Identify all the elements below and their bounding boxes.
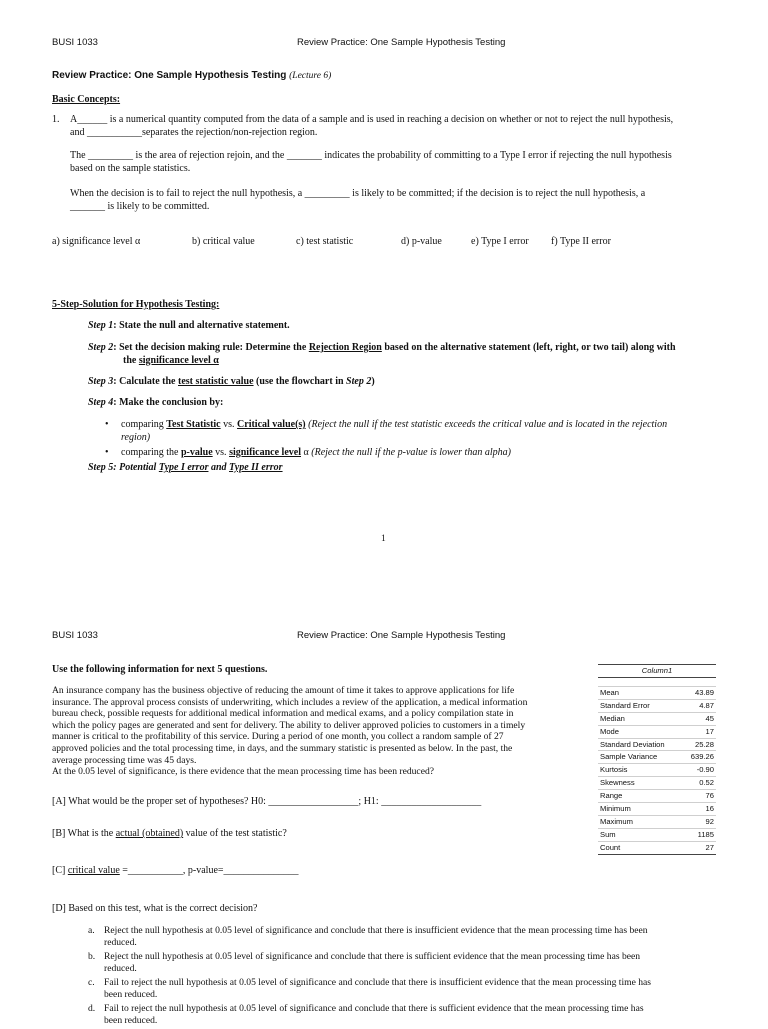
- running-header-title: Review Practice: One Sample Hypothesis Testing: [297, 37, 506, 48]
- step-4: Step 4: Make the conclusion by:: [88, 397, 224, 408]
- option-e: e) Type I error: [471, 236, 529, 247]
- question-d: [D] Based on this test, what is the correct decision?: [52, 903, 258, 914]
- question-b: [B] What is the actual (obtained) value of the test statistic?: [52, 828, 287, 839]
- question-a: [A] What would be the proper set of hypotheses? H0: __________________; H1: ____________________: [52, 796, 482, 807]
- table-row: Count 27: [598, 841, 716, 854]
- question-1-paragraph-2: The _________ is the area of rejection rejoin, and the _______ indicates the probability of committing to a Type I error if rejecting the null hypothesis based on the sample statistics.: [70, 150, 672, 174]
- question-1-paragraph-3: When the decision is to fail to reject the null hypothesis, a _________ is likely to be committed; if the decision is to reject the null hypothesis, a _______ is likely to be committed.: [70, 188, 646, 212]
- choice-b: b. Reject the null hypothesis at 0.05 level of significance and conclude that there is sufficient evidence that the mean processing time has been reduced.: [88, 951, 641, 974]
- choice-d: d. Fail to reject the null hypothesis at 0.05 level of significance and conclude that there is sufficient evidence that the mean processing time has been reduced.: [88, 1003, 644, 1026]
- option-b: b) critical value: [192, 236, 255, 247]
- table-row: Sample Variance 639.26: [598, 751, 716, 764]
- table-row: Median 45: [598, 712, 716, 725]
- table-row: Minimum 16: [598, 803, 716, 816]
- question-1-number: 1.: [52, 114, 60, 125]
- bullet-dot: •: [105, 419, 109, 430]
- question-c: [C] critical value =___________, p-value=_______________: [52, 865, 299, 876]
- step-1: Step 1: State the null and alternative statement.: [88, 320, 290, 331]
- basic-concepts-heading: Basic Concepts:: [52, 94, 121, 105]
- running-header-title: Review Practice: One Sample Hypothesis Testing: [297, 630, 506, 641]
- intro-heading: Use the following information for next 5 questions.: [52, 664, 268, 675]
- step-5: Step 5: Potential Type I error and Type II error: [88, 462, 283, 473]
- steps-heading: 5-Step-Solution for Hypothesis Testing:: [52, 299, 220, 310]
- page-title: Review Practice: One Sample Hypothesis Testing (Lecture 6): [52, 70, 332, 81]
- table-row: Standard Deviation 25.28: [598, 738, 716, 751]
- table-row: Mean 43.89: [598, 686, 716, 699]
- running-header-course: BUSI 1033: [52, 37, 98, 48]
- running-header-course: BUSI 1033: [52, 630, 98, 641]
- table-spacer-row: [598, 677, 716, 686]
- question-d-choices: [88, 925, 651, 1029]
- option-c: c) test statistic: [296, 236, 354, 247]
- bullet-dot: •: [105, 447, 109, 458]
- step-3: Step 3: Calculate the test statistic value (use the flowchart in Step 2): [88, 376, 375, 387]
- step-4-bullet-1: • comparing Test Statistic vs. Critical value(s) (Reject the null if the test statistic exceeds the critical value and is located in the rejection region): [105, 419, 668, 443]
- step-4-bullet-2: • comparing the p-value vs. significance level α (Reject the null if the p-value is lower than alpha): [105, 447, 511, 458]
- question-1-text: A______ is a numerical quantity computed from the data of a sample and is used in reaching a decision on whether or not to reject the null hypothesis, and ___________separates the rejection/non-rejection region.: [70, 114, 674, 138]
- scenario-paragraph: An insurance company has the business objective of reducing the amount of time it takes to approve applications for life insurance. The approval process consists of underwriting, which includes a review of the application, a medical information bureau check, possible requests for additional medical information and medical exams, and a policy compilation state in which the policy pages are generated and sent for delivery. The ability to deliver approved policies to customers in a timely manner is critical to the profitability of this service. During a period of one month, you collect a random sample of 27 approved policies and the total processing time, in days, and the summary statistic is presented as below. In the past, the average processing time was 45 days. At the 0.05 level of significance, is there evidence that the mean processing time has been reduced?: [52, 685, 528, 778]
- choice-c: c. Fail to reject the null hypothesis at 0.05 level of significance and conclude that there is insufficient evidence that the mean processing time has been reduced.: [88, 977, 652, 1000]
- choice-a: a. Reject the null hypothesis at 0.05 level of significance and conclude that there is insufficient evidence that the mean processing time has been reduced.: [88, 925, 648, 948]
- table-row: Sum 1185: [598, 828, 716, 841]
- table-row: Range 76: [598, 790, 716, 803]
- table-row: Standard Error 4.87: [598, 699, 716, 712]
- page-number: 1: [381, 534, 386, 544]
- table-header-row: [598, 665, 716, 678]
- step-2: Step 2: Set the decision making rule: Determine the Rejection Region based on the alternative statement (left, right, or two tail) along with the significance level α: [88, 342, 676, 366]
- option-a: a) significance level α: [52, 236, 141, 247]
- table-row: Skewness 0.52: [598, 777, 716, 790]
- option-f: f) Type II error: [551, 236, 611, 247]
- lecture-label: (Lecture 6): [289, 71, 332, 81]
- summary-statistics-table: [598, 664, 716, 855]
- table-row: Kurtosis -0.90: [598, 764, 716, 777]
- table-row: Maximum 92: [598, 815, 716, 828]
- option-d: d) p-value: [401, 236, 442, 247]
- table-header: Column1: [598, 665, 716, 678]
- table-row: Mode 17: [598, 725, 716, 738]
